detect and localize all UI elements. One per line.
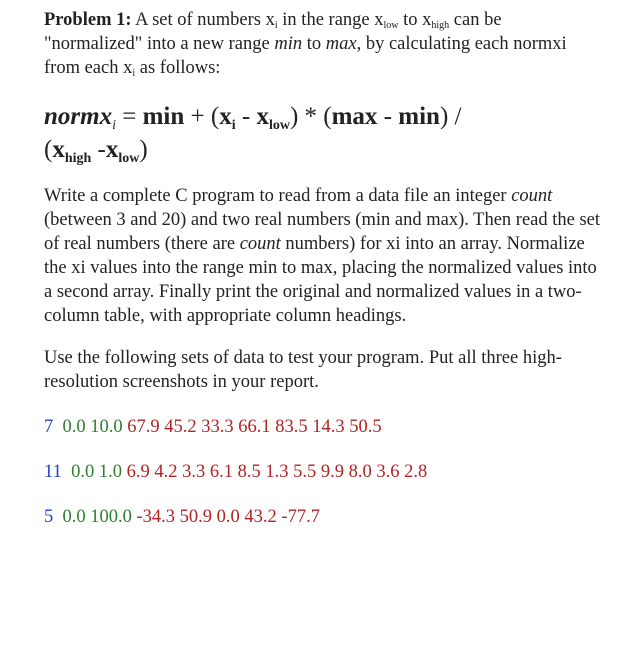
formula-sub-i: i (112, 118, 116, 133)
dataset-line-1 (44, 415, 604, 439)
formula-minus-1: - (235, 103, 257, 130)
formula-plus: + ( (184, 103, 220, 130)
formula-normx: normx (44, 103, 113, 130)
formula-minus-3: - (91, 136, 106, 163)
formula-min-2: min (398, 103, 440, 130)
test-instructions: Use the following sets of data to test your program. Put all three high-resolution screenshots in your report. (44, 348, 562, 392)
problem-description (44, 184, 604, 328)
count-word-1: count (511, 186, 553, 206)
intro-text-7: as follows: (135, 58, 221, 78)
formula-min: min (142, 103, 185, 130)
subscript-i: i (274, 20, 278, 31)
description-part-3: numbers) for xi into an array. Normalize the xi values into the range min to max, placing the normalized values into a second array. Finally print the original and normalized values in a two-column table, with appropriate column headings. (44, 234, 597, 326)
dataset-3-range: 0.0 100.0 (62, 507, 132, 527)
intro-text-1: A set of numbers x (131, 10, 275, 30)
formula-xlow-sub: low (268, 118, 290, 133)
count-word-2: count (239, 234, 281, 254)
problem-label: Problem 1: (44, 10, 132, 30)
subscript-low: low (383, 20, 399, 31)
description-part-2: (between 3 and 20) and two real numbers (min and max). Then read the set of real numbers (there are (44, 210, 601, 254)
document-page (44, 8, 604, 529)
problem-intro (44, 8, 604, 80)
formula-xhigh: x (52, 136, 65, 163)
formula-equals: = (115, 103, 143, 130)
description-part-1: Write a complete C program to read from a data file an integer (44, 186, 512, 206)
dataset-3-count: 5 (44, 507, 54, 527)
normalization-formula (44, 100, 604, 166)
formula-times: ) * ( (289, 103, 332, 130)
intro-text-2: in the range x (277, 10, 384, 30)
formula-max: max (331, 103, 378, 130)
formula-minus-2: - (377, 103, 399, 130)
formula-xlow: x (256, 103, 269, 130)
intro-text-4: can be "normalized" into a new range (44, 10, 502, 54)
formula-open-paren: ( (44, 136, 53, 163)
subscript-i-2: i (132, 68, 136, 79)
dataset-line-3 (44, 505, 604, 529)
formula-close-paren: ) (139, 136, 148, 163)
formula-xlow-2-sub: low (118, 151, 140, 166)
intro-text-3: to x (398, 10, 432, 30)
dataset-2-count: 11 (44, 462, 62, 482)
formula-xlow-2: x (105, 136, 119, 163)
dataset-1-values: 67.9 45.2 33.3 66.1 83.5 14.3 50.5 (127, 417, 382, 437)
intro-text-5: to (302, 34, 326, 54)
dataset-2-range: 0.0 1.0 (71, 462, 122, 482)
dataset-1-count: 7 (44, 417, 54, 437)
intro-text-6: , by calculating each normxi from each x (44, 34, 567, 78)
dataset-line-2 (44, 460, 604, 484)
dataset-1-range: 0.0 10.0 (62, 417, 123, 437)
formula-xi: x (219, 103, 232, 130)
formula-xhigh-sub: high (64, 151, 92, 166)
formula-divide: ) / (439, 103, 462, 130)
subscript-high: high (431, 20, 450, 31)
formula-xi-sub: i (231, 118, 236, 133)
dataset-3-values: -34.3 50.9 0.0 43.2 -77.7 (136, 507, 320, 527)
min-word: min (274, 34, 303, 54)
max-word: max (325, 34, 357, 54)
dataset-2-values: 6.9 4.2 3.3 6.1 8.5 1.3 5.5 9.9 8.0 3.6 2.8 (126, 462, 428, 482)
